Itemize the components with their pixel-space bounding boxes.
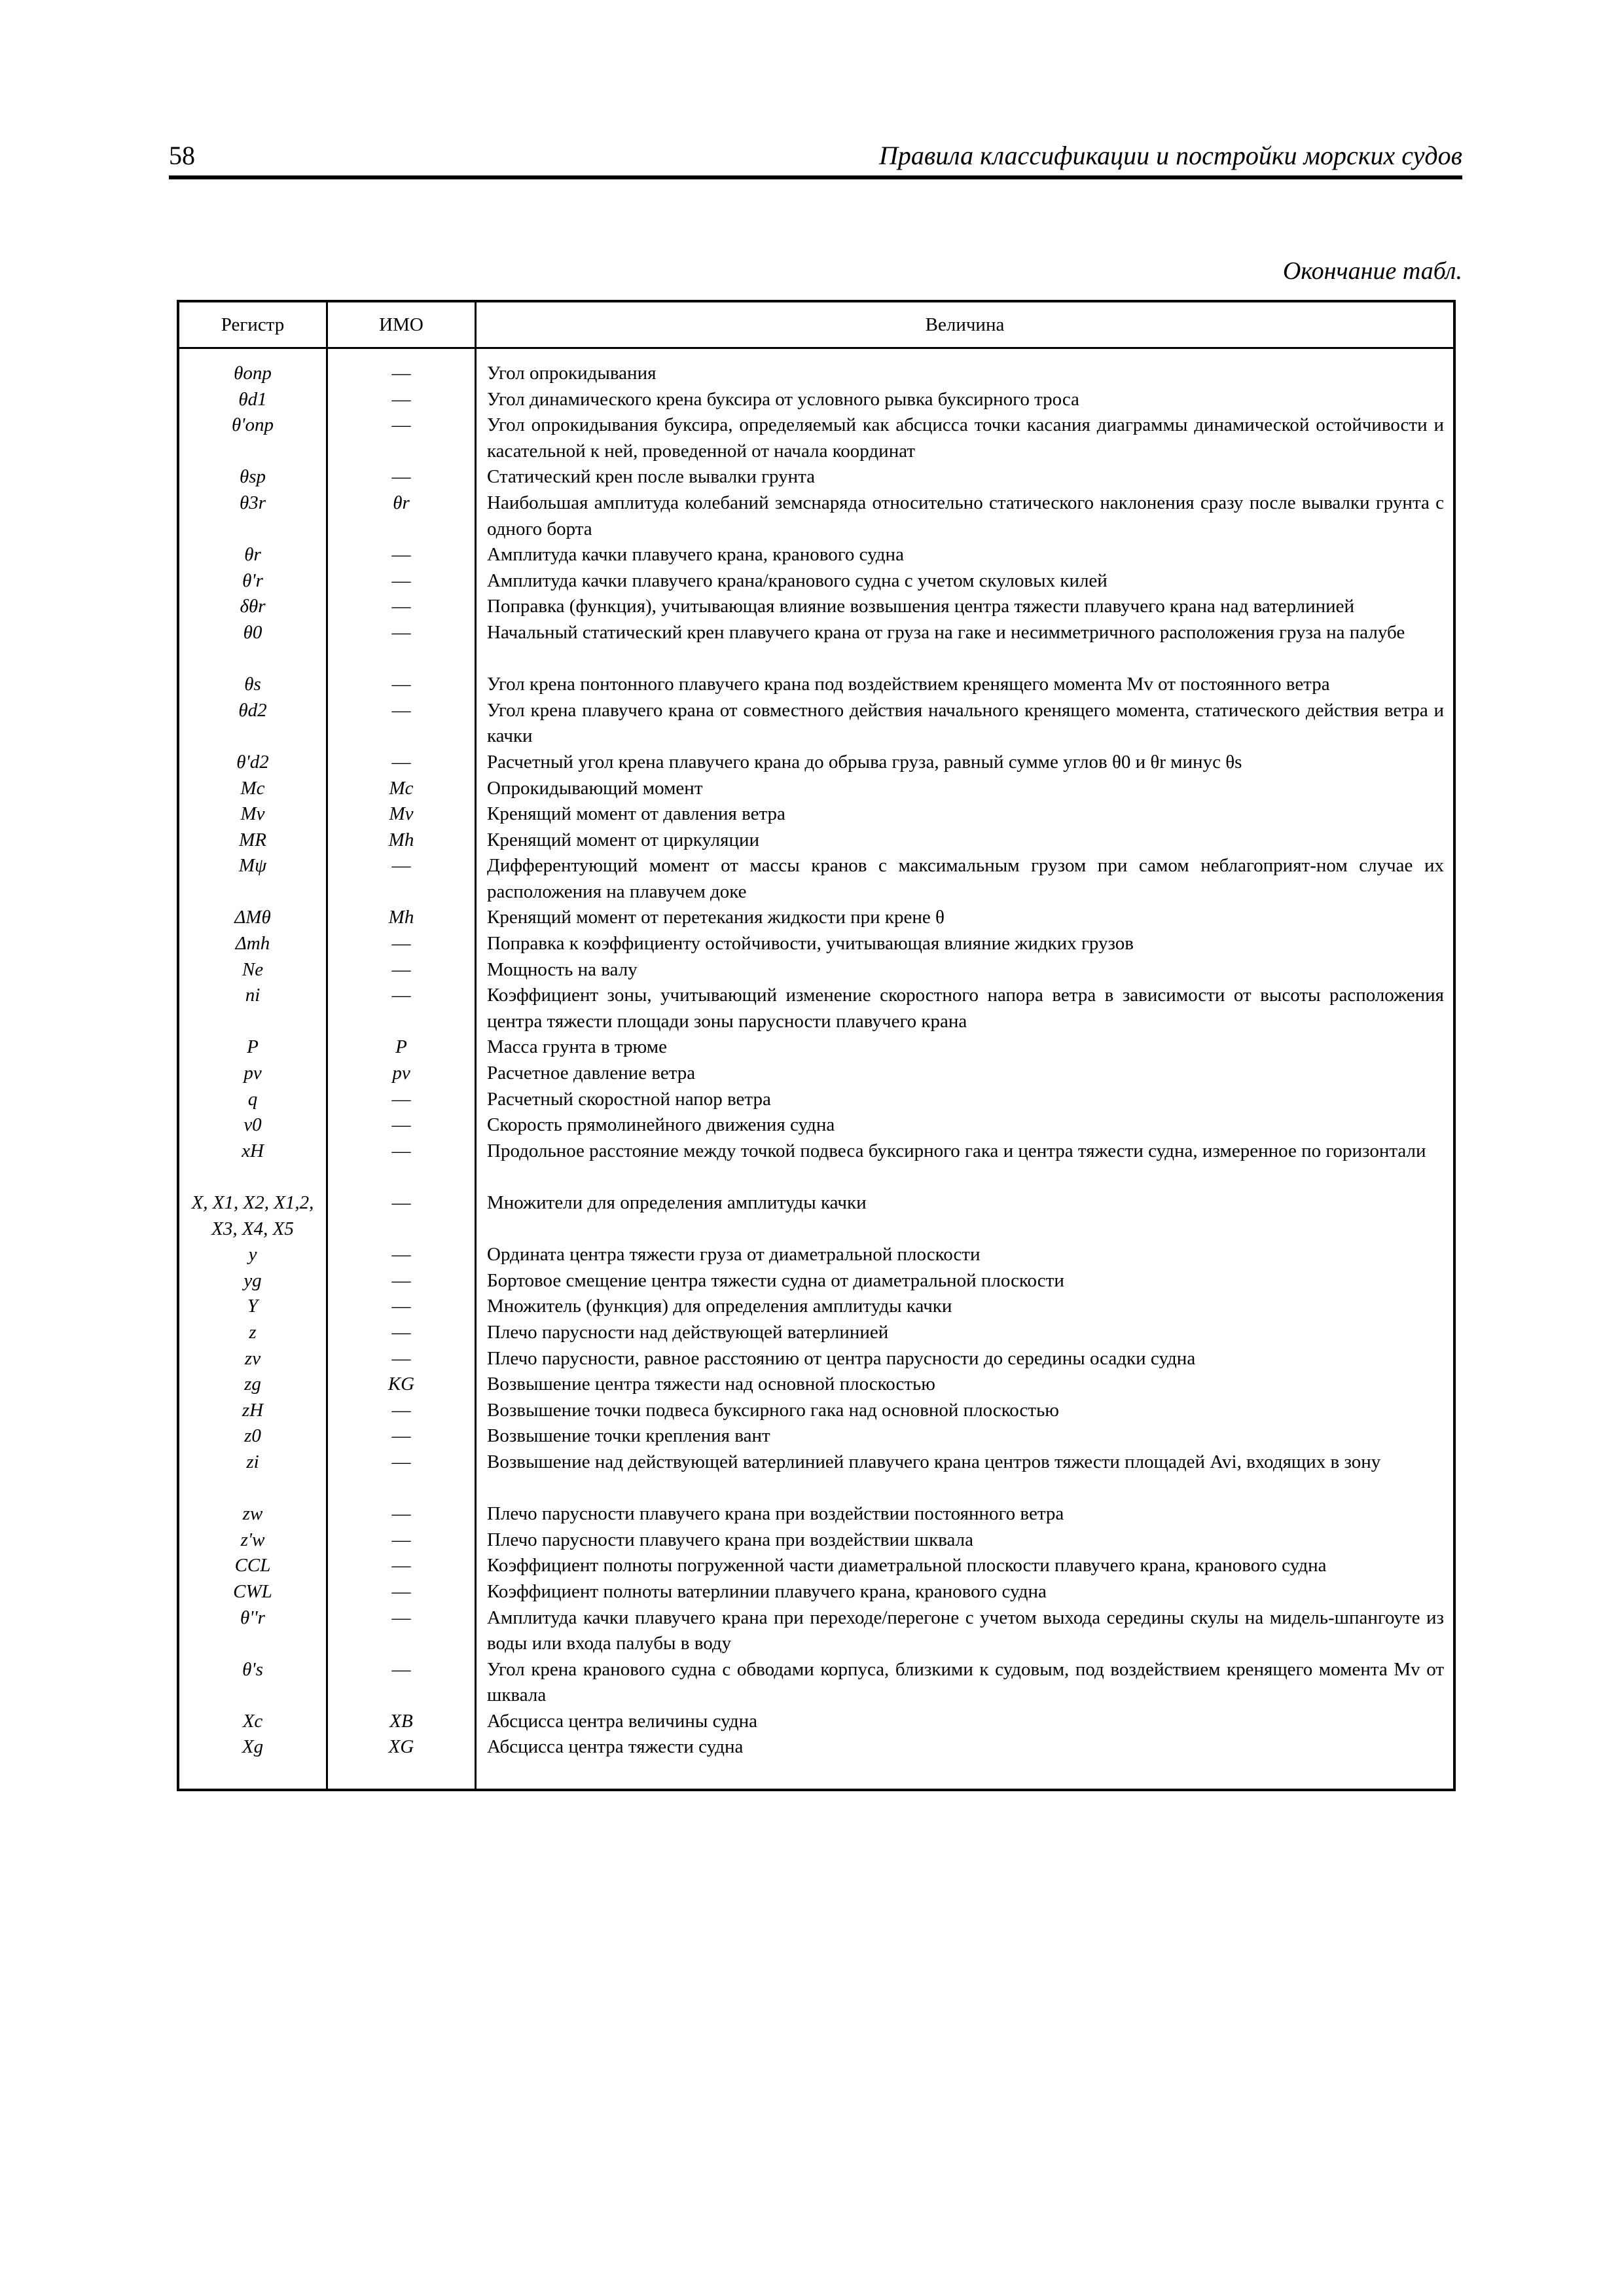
imo-symbol: — — [391, 933, 411, 955]
quantity-description: Коэффициент зоны, учитывающий изменение скоростного напора ветра в зависимости от высоты расположения центра тяжести площади зоны парусности плавучего крана — [487, 985, 1444, 1032]
running-title: Правила классификации и постройки морских судов — [878, 141, 1462, 170]
imo-symbol: — — [391, 1451, 411, 1472]
imo-symbol: — — [391, 1140, 411, 1161]
imo-symbol: — — [391, 1503, 411, 1525]
quantity-description: Расчетный скоростной напор ветра — [487, 1088, 771, 1110]
register-symbol: Xc — [242, 1710, 263, 1732]
column-header-imo: ИМО — [327, 301, 476, 348]
register-symbol: MR — [239, 829, 266, 850]
register-symbol: pv — [243, 1063, 262, 1084]
quantity-description: Дифферентующий момент от массы кранов с максимальным грузом при самом неблагоприят-ном случае их расположения на плавучем доке — [487, 855, 1444, 902]
quantity-description: Статический крен после вывалки грунта — [487, 466, 816, 488]
quantity-description: Опрокидывающий момент — [487, 777, 703, 799]
quantity-description: Продольное расстояние между точкой подвеса буксирного гака и центра тяжести судна, измеренное по горизонтали — [487, 1140, 1426, 1161]
imo-symbol: Mc — [389, 777, 414, 799]
quantity-description: Начальный статический крен плавучего крана от груза на гаке и несимметричного расположения груза на палубе — [487, 621, 1405, 643]
imo-symbol: pv — [392, 1063, 410, 1084]
register-symbol: ΔMθ — [234, 907, 271, 928]
register-symbol: Mv — [240, 803, 265, 825]
register-symbol: θ'r — [242, 570, 263, 591]
quantity-description: Плечо парусности над действующей ватерлинией — [487, 1321, 889, 1343]
imo-symbol: — — [391, 1399, 411, 1421]
quantity-description: Угол крена плавучего крана от совместного действия начального кренящего момента, статического действия ветра и качки — [487, 699, 1444, 747]
register-symbol: X, X1, X2, X1,2, X3, X4, X5 — [191, 1192, 314, 1239]
page-header — [169, 137, 1462, 174]
quantity-description: Коэффициент полноты погруженной части диаметральной плоскости плавучего крана, кранового судна — [487, 1555, 1327, 1576]
register-symbol: Δmh — [235, 933, 270, 955]
quantity-description: Угол крена понтонного плавучего крана под воздействием кренящего момента Mv от постоянного ветра — [487, 674, 1330, 695]
quantity-description: Кренящий момент от циркуляции — [487, 829, 760, 850]
quantity-description: Поправка (функция), учитывающая влияние возвышения центра тяжести плавучего крана над ватерлинией — [487, 596, 1355, 617]
register-symbol: Y — [247, 1296, 259, 1317]
page-number: 58 — [169, 141, 195, 170]
imo-symbol: Mh — [388, 829, 414, 850]
quantity-description: Абсцисса центра тяжести судна — [487, 1736, 744, 1758]
imo-symbol: — — [391, 570, 411, 591]
quantity-description: Угол опрокидывания — [487, 363, 657, 384]
register-symbol: Ne — [242, 958, 264, 980]
register-symbol: P — [247, 1036, 259, 1058]
register-symbol: θопр — [234, 363, 272, 384]
imo-symbol: — — [391, 363, 411, 384]
register-symbol: xH — [242, 1140, 264, 1161]
register-symbol: θ3r — [239, 492, 266, 513]
quantity-description: Наибольшая амплитуда колебаний земснаряда относительно статического наклонения сразу после вывалки грунта с одного борта — [487, 492, 1444, 539]
quantity-description: Возвышение центра тяжести над основной плоскостью — [487, 1374, 935, 1395]
quantity-description: Скорость прямолинейного движения судна — [487, 1114, 835, 1136]
quantity-description: Мощность на валу — [487, 958, 638, 980]
register-symbol: v0 — [243, 1114, 262, 1136]
register-symbol: CCL — [234, 1555, 271, 1576]
register-symbol: θr — [244, 544, 261, 566]
register-symbol: z0 — [244, 1425, 261, 1447]
imo-symbol: — — [391, 1347, 411, 1369]
imo-symbol: — — [391, 1425, 411, 1447]
imo-symbol: XB — [389, 1710, 413, 1732]
register-symbol: yg — [243, 1269, 262, 1291]
quantity-description: Масса грунта в трюме — [487, 1036, 668, 1058]
imo-symbol: — — [391, 544, 411, 566]
imo-symbol: — — [391, 1555, 411, 1576]
register-symbol: Mψ — [238, 855, 267, 877]
quantity-description: Возвышение точки крепления вант — [487, 1425, 770, 1447]
imo-symbol: — — [391, 674, 411, 695]
register-symbol: θsp — [239, 466, 266, 488]
quantity-description: Ордината центра тяжести груза от диаметральной плоскости — [487, 1244, 981, 1266]
quantity-description: Возвышение точки подвеса буксирного гака над основной плоскостью — [487, 1399, 1059, 1421]
register-symbol: θ'd2 — [236, 751, 269, 773]
quantity-description: Кренящий момент от перетекания жидкости при крене θ — [487, 907, 945, 928]
imo-column — [327, 348, 476, 1791]
register-symbol: θs — [244, 674, 261, 695]
symbols-table — [177, 300, 1456, 1791]
quantity-description: Амплитуда качки плавучего крана при переходе/перегоне с учетом выхода середины скулы на мидель-шпангоуте из воды или входа палубы в воду — [487, 1607, 1444, 1654]
imo-symbol: — — [391, 699, 411, 721]
imo-symbol: XG — [388, 1736, 414, 1758]
imo-symbol: — — [391, 855, 411, 877]
imo-symbol: θr — [393, 492, 410, 513]
imo-symbol: Mh — [388, 907, 414, 928]
imo-symbol: — — [391, 985, 411, 1006]
imo-symbol: Mv — [389, 803, 414, 825]
imo-symbol: — — [391, 1580, 411, 1602]
imo-symbol: KG — [387, 1374, 415, 1395]
register-symbol: Xg — [242, 1736, 264, 1758]
quantity-description: Плечо парусности плавучего крана при воздействии постоянного ветра — [487, 1503, 1064, 1525]
register-symbol: ni — [245, 985, 261, 1006]
column-header-value: Величина — [476, 301, 1455, 348]
register-symbol: zg — [244, 1374, 261, 1395]
header-rule — [169, 175, 1462, 179]
quantity-description: Угол крена кранового судна с обводами корпуса, близкими к судовым, под воздействием кренящего момента Mv от шквала — [487, 1658, 1444, 1706]
quantity-description: Амплитуда качки плавучего крана/кранового судна с учетом скуловых килей — [487, 570, 1108, 591]
register-column — [178, 348, 327, 1791]
imo-symbol: — — [391, 1529, 411, 1550]
imo-symbol: — — [391, 621, 411, 643]
register-symbol: θ0 — [243, 621, 262, 643]
register-symbol: CWL — [233, 1580, 272, 1602]
imo-symbol: — — [391, 1114, 411, 1136]
imo-symbol: — — [391, 414, 411, 436]
imo-symbol: P — [395, 1036, 407, 1058]
quantity-description: Множители для определения амплитуды качки — [487, 1192, 867, 1213]
register-symbol: θ''r — [240, 1607, 265, 1628]
register-symbol: Mc — [240, 777, 265, 799]
imo-symbol: — — [391, 1607, 411, 1628]
quantity-description: Расчетное давление ветра — [487, 1063, 696, 1084]
imo-symbol: — — [391, 1296, 411, 1317]
quantity-description: Кренящий момент от давления ветра — [487, 803, 785, 825]
register-symbol: zw — [242, 1503, 263, 1525]
table-body-row — [178, 348, 1454, 1791]
imo-symbol: — — [391, 1088, 411, 1110]
quantity-description: Возвышение над действующей ватерлинией плавучего крана центров тяжести площадей Avi, входящих в зону — [487, 1451, 1381, 1472]
imo-symbol: — — [391, 751, 411, 773]
quantity-description: Множитель (функция) для определения амплитуды качки — [487, 1296, 952, 1317]
register-symbol: z'w — [240, 1529, 265, 1550]
imo-symbol: — — [391, 1269, 411, 1291]
register-symbol: zv — [244, 1347, 261, 1369]
value-column — [476, 348, 1455, 1791]
imo-symbol: — — [391, 466, 411, 488]
quantity-description: Плечо парусности, равное расстоянию от центра парусности до середины осадки судна — [487, 1347, 1196, 1369]
quantity-description: Угол опрокидывания буксира, определяемый как абсцисса точки касания диаграммы динамической остойчивости и касательной к ней, проведенной от начала координат — [487, 414, 1444, 462]
quantity-description: Расчетный угол крена плавучего крана до обрыва груза, равный сумме углов θ0 и θr минус θs — [487, 751, 1242, 773]
imo-symbol: — — [391, 1321, 411, 1343]
quantity-description: Абсцисса центра величины судна — [487, 1710, 757, 1732]
register-symbol: θ's — [242, 1658, 263, 1680]
imo-symbol: — — [391, 958, 411, 980]
column-header-register: Регистр — [178, 301, 327, 348]
register-symbol: θd1 — [238, 388, 267, 410]
quantity-description: Угол динамического крена буксира от условного рывка буксирного троса — [487, 388, 1079, 410]
quantity-description: Бортовое смещение центра тяжести судна от диаметральной плоскости — [487, 1269, 1064, 1291]
register-symbol: θ'опр — [232, 414, 274, 436]
register-symbol: θd2 — [238, 699, 267, 721]
imo-symbol: — — [391, 388, 411, 410]
quantity-description: Плечо парусности плавучего крана при воздействии шквала — [487, 1529, 973, 1550]
register-symbol: δθr — [240, 596, 266, 617]
table-header-row — [178, 301, 1454, 348]
register-symbol: zH — [242, 1399, 264, 1421]
quantity-description: Коэффициент полноты ватерлинии плавучего крана, кранового судна — [487, 1580, 1047, 1602]
quantity-description: Поправка к коэффициенту остойчивости, учитывающая влияние жидких грузов — [487, 933, 1134, 955]
register-symbol: q — [247, 1088, 258, 1110]
imo-symbol: — — [391, 1658, 411, 1680]
register-symbol: zi — [246, 1451, 259, 1472]
imo-symbol: — — [391, 1244, 411, 1266]
imo-symbol: — — [391, 1192, 411, 1213]
quantity-description: Амплитуда качки плавучего крана, кранового судна — [487, 544, 904, 566]
imo-symbol: — — [391, 596, 411, 617]
register-symbol: z — [249, 1321, 257, 1343]
table-caption: Окончание табл. — [1282, 257, 1462, 285]
register-symbol: y — [248, 1244, 257, 1266]
